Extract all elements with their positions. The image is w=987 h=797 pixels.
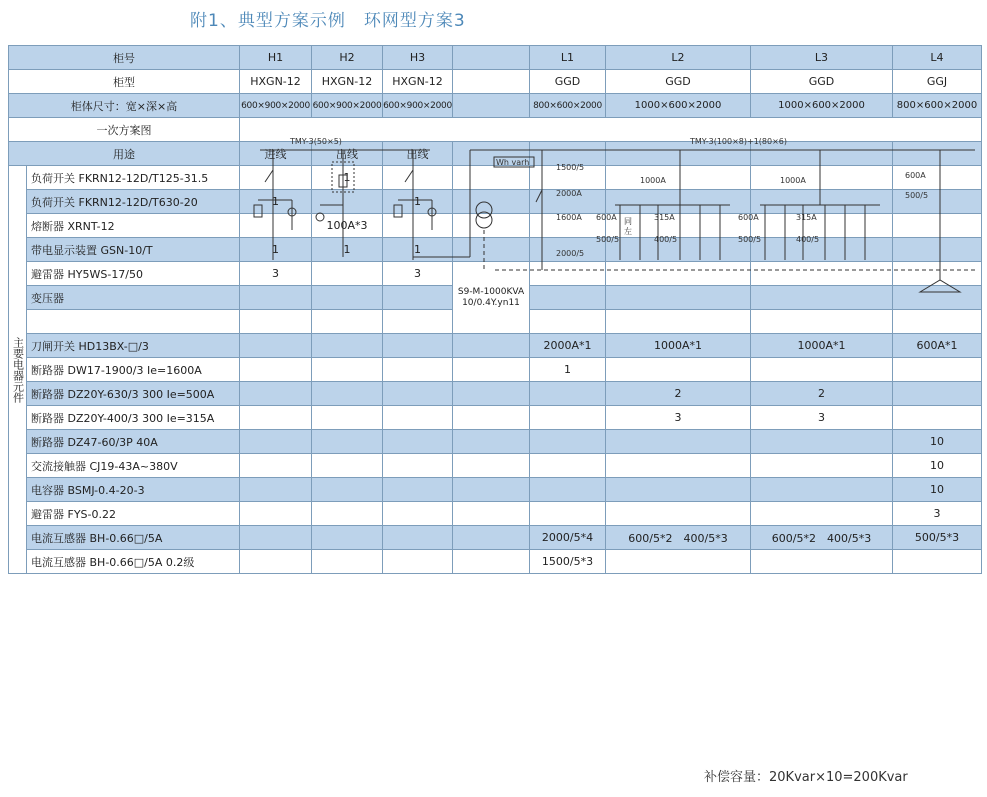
component-name: 负荷开关 FKRN12-12D/T630-20 xyxy=(27,190,240,214)
l1-a2-label: 1600A xyxy=(556,213,582,222)
component-value xyxy=(530,382,606,406)
component-name: 避雷器 HY5WS-17/50 xyxy=(27,262,240,286)
l1-ct1-label: 1500/5 xyxy=(556,163,585,172)
model-cell: HXGN-12 xyxy=(312,70,383,94)
l4-a-label: 600A xyxy=(905,171,926,180)
compensation-capacity: 补偿容量：20Kvar×10=200Kvar xyxy=(704,770,908,785)
model-cell: GGD xyxy=(530,70,606,94)
l-busbar-label: TMY-3(100×8)+1(80×6) xyxy=(690,137,788,146)
component-value xyxy=(530,502,606,526)
component-value xyxy=(383,406,453,430)
main-components-label: 主要电器元件 xyxy=(9,166,27,574)
component-row xyxy=(9,406,982,430)
component-value xyxy=(312,310,383,334)
component-value xyxy=(893,550,982,574)
component-value xyxy=(240,454,312,478)
component-value xyxy=(240,526,312,550)
size-cell: 800×600×2000 xyxy=(893,94,982,118)
l3-left-ct-label: 500/5 xyxy=(738,235,762,244)
component-value xyxy=(383,454,453,478)
component-name: 带电显示装置 GSN-10/T xyxy=(27,238,240,262)
model-cell: GGD xyxy=(751,70,893,94)
component-row xyxy=(9,526,982,550)
cabinet-number-row xyxy=(9,46,982,70)
component-name: 负荷开关 FKRN12-12D/T125-31.5 xyxy=(27,166,240,190)
component-value xyxy=(530,406,606,430)
row-label: 一次方案图 xyxy=(9,118,240,142)
cabinet-h1: H1 xyxy=(240,46,312,70)
component-value: 3 xyxy=(383,262,453,286)
component-row xyxy=(9,430,982,454)
component-value xyxy=(530,310,606,334)
component-value: 2 xyxy=(606,382,751,406)
component-value xyxy=(606,310,751,334)
component-value xyxy=(606,550,751,574)
component-value xyxy=(453,550,530,574)
component-value xyxy=(312,430,383,454)
component-value xyxy=(893,406,982,430)
component-name xyxy=(27,310,240,334)
component-value xyxy=(453,406,530,430)
cabinet-transformer xyxy=(453,46,530,70)
component-value: 600/5*2 400/5*3 xyxy=(751,526,893,550)
component-row xyxy=(9,502,982,526)
component-value: 1 xyxy=(312,238,383,262)
capacitor-bank xyxy=(920,280,960,292)
component-value: 3 xyxy=(751,406,893,430)
component-value xyxy=(383,334,453,358)
component-value xyxy=(312,406,383,430)
model-cell: GGD xyxy=(606,70,751,94)
component-value xyxy=(312,382,383,406)
component-value xyxy=(893,382,982,406)
size-cell: 1000×600×2000 xyxy=(606,94,751,118)
component-value xyxy=(751,310,893,334)
model-cell: HXGN-12 xyxy=(240,70,312,94)
cabinet-size-row xyxy=(9,94,982,118)
component-value: 3 xyxy=(240,262,312,286)
component-value xyxy=(606,478,751,502)
component-value: 2000/5*4 xyxy=(530,526,606,550)
size-cell: 600×900×2000 xyxy=(383,94,453,118)
component-value xyxy=(240,406,312,430)
component-value xyxy=(606,502,751,526)
component-value: 10 xyxy=(893,430,982,454)
size-cell: 600×900×2000 xyxy=(240,94,312,118)
component-value xyxy=(453,334,530,358)
component-value xyxy=(312,358,383,382)
size-cell: 1000×600×2000 xyxy=(751,94,893,118)
component-value xyxy=(453,358,530,382)
component-name: 电流互感器 BH-0.66□/5A xyxy=(27,526,240,550)
size-cell: 600×900×2000 xyxy=(312,94,383,118)
cabinet-l4: L4 xyxy=(893,46,982,70)
component-value xyxy=(240,334,312,358)
component-row xyxy=(9,478,982,502)
cabinet-l2: L2 xyxy=(606,46,751,70)
h1-arrester xyxy=(254,205,262,217)
component-value xyxy=(240,502,312,526)
component-value xyxy=(240,382,312,406)
component-value xyxy=(453,478,530,502)
component-row xyxy=(9,382,982,406)
component-value xyxy=(383,502,453,526)
l2-main-label: 1000A xyxy=(640,176,666,185)
component-value xyxy=(453,502,530,526)
h1-switch xyxy=(265,170,273,182)
l3-mid-a-label: 315A xyxy=(796,213,817,222)
component-value: 1 xyxy=(312,166,383,190)
component-value xyxy=(383,310,453,334)
cabinet-l3: L3 xyxy=(751,46,893,70)
component-value xyxy=(312,526,383,550)
meter-label: Wh varh xyxy=(496,158,530,167)
component-value xyxy=(530,478,606,502)
l3-mid-ct-label: 400/5 xyxy=(796,235,820,244)
component-value: 1 xyxy=(530,358,606,382)
component-value: 1 xyxy=(240,190,312,214)
component-value xyxy=(751,502,893,526)
component-value xyxy=(312,454,383,478)
component-value xyxy=(383,358,453,382)
transformer-winding-1 xyxy=(476,202,492,218)
model-cell: GGJ xyxy=(893,70,982,94)
component-value: 1 xyxy=(240,238,312,262)
row-label: 用途 xyxy=(9,142,240,166)
row-label: 柜体尺寸：宽×深×高 xyxy=(9,94,240,118)
usage-cell: 进线 xyxy=(240,142,312,166)
cabinet-model-row xyxy=(9,70,982,94)
component-value xyxy=(606,454,751,478)
component-name: 断路器 DZ20Y-400/3 300 Ie=315A xyxy=(27,406,240,430)
component-value xyxy=(751,454,893,478)
component-value xyxy=(312,502,383,526)
component-value xyxy=(893,358,982,382)
component-value xyxy=(312,478,383,502)
h2-indicator xyxy=(316,213,324,221)
component-value xyxy=(312,334,383,358)
component-value xyxy=(240,430,312,454)
component-value xyxy=(453,430,530,454)
component-value xyxy=(453,382,530,406)
row-label: 柜型 xyxy=(9,70,240,94)
l3-left-a-label: 600A xyxy=(738,213,759,222)
component-value xyxy=(530,454,606,478)
page-title: 附1、典型方案示例 环网型方案3 xyxy=(190,11,466,31)
component-value xyxy=(240,550,312,574)
component-row xyxy=(9,454,982,478)
component-value xyxy=(893,310,982,334)
component-value: 1500/5*3 xyxy=(530,550,606,574)
l2-mid-ct-label: 400/5 xyxy=(654,235,678,244)
component-value: 2000A*1 xyxy=(530,334,606,358)
component-value xyxy=(453,454,530,478)
component-value xyxy=(751,358,893,382)
component-name: 交流接触器 CJ19-43A~380V xyxy=(27,454,240,478)
tag-tong: 同 xyxy=(624,217,632,226)
component-name: 断路器 DZ47-60/3P 40A xyxy=(27,430,240,454)
component-value xyxy=(383,550,453,574)
component-value xyxy=(530,430,606,454)
component-value: 500/5*3 xyxy=(893,526,982,550)
component-value: 1000A*1 xyxy=(751,334,893,358)
component-value: 10 xyxy=(893,478,982,502)
model-cell: HXGN-12 xyxy=(383,70,453,94)
component-value: 10 xyxy=(893,454,982,478)
component-row xyxy=(9,334,982,358)
component-row xyxy=(9,550,982,574)
l1-ct2-label: 2000/5 xyxy=(556,249,585,258)
component-row xyxy=(9,358,982,382)
cabinet-h2: H2 xyxy=(312,46,383,70)
component-value: 100A*3 xyxy=(312,214,383,238)
component-value xyxy=(383,526,453,550)
component-name: 断路器 DW17-1900/3 Ie=1600A xyxy=(27,358,240,382)
component-name: 刀闸开关 HD13BX-□/3 xyxy=(27,334,240,358)
usage-cell: 出线 xyxy=(312,142,383,166)
tag-zuo: 左 xyxy=(624,227,632,236)
l2-left-a-label: 600A xyxy=(596,213,617,222)
single-line-diagram xyxy=(240,120,980,310)
cabinet-h3: H3 xyxy=(383,46,453,70)
component-value xyxy=(751,430,893,454)
component-value xyxy=(383,478,453,502)
component-value: 3 xyxy=(893,502,982,526)
component-name: 电流互感器 BH-0.66□/5A 0.2级 xyxy=(27,550,240,574)
cabinet-l1: L1 xyxy=(530,46,606,70)
component-name: 变压器 xyxy=(27,286,240,310)
size-cell: 800×600×2000 xyxy=(530,94,606,118)
component-value xyxy=(606,430,751,454)
row-label: 柜号 xyxy=(9,46,240,70)
component-value: 600A*1 xyxy=(893,334,982,358)
component-value xyxy=(751,478,893,502)
l2-left-ct-label: 500/5 xyxy=(596,235,620,244)
component-value: 600/5*2 400/5*3 xyxy=(606,526,751,550)
component-value xyxy=(751,550,893,574)
component-value: 1 xyxy=(383,238,453,262)
transformer-winding-2 xyxy=(476,212,492,228)
component-value: 1 xyxy=(383,190,453,214)
component-name: 断路器 DZ20Y-630/3 300 Ie=500A xyxy=(27,382,240,406)
h-busbar-label: TMY-3(50×5) xyxy=(290,137,342,146)
l1-a1-label: 2000A xyxy=(556,189,582,198)
component-value xyxy=(240,358,312,382)
component-name: 电容器 BSMJ-0.4-20-3 xyxy=(27,478,240,502)
component-value: 1000A*1 xyxy=(606,334,751,358)
model-cell xyxy=(453,70,530,94)
component-value xyxy=(240,478,312,502)
component-name: 熔断器 XRNT-12 xyxy=(27,214,240,238)
l4-ct-label: 500/5 xyxy=(905,191,929,200)
component-value xyxy=(240,310,312,334)
component-value xyxy=(453,526,530,550)
component-value xyxy=(312,550,383,574)
component-value: 2 xyxy=(751,382,893,406)
component-name: 避雷器 FYS-0.22 xyxy=(27,502,240,526)
component-value xyxy=(606,358,751,382)
component-value xyxy=(383,382,453,406)
l2-mid-a-label: 315A xyxy=(654,213,675,222)
size-cell xyxy=(453,94,530,118)
l3-main-label: 1000A xyxy=(780,176,806,185)
transformer-spec: S9-M-1000KVA 10/0.4Y.yn11 xyxy=(453,262,530,334)
component-value: 3 xyxy=(606,406,751,430)
component-value xyxy=(383,430,453,454)
usage-cell: 出线 xyxy=(383,142,453,166)
